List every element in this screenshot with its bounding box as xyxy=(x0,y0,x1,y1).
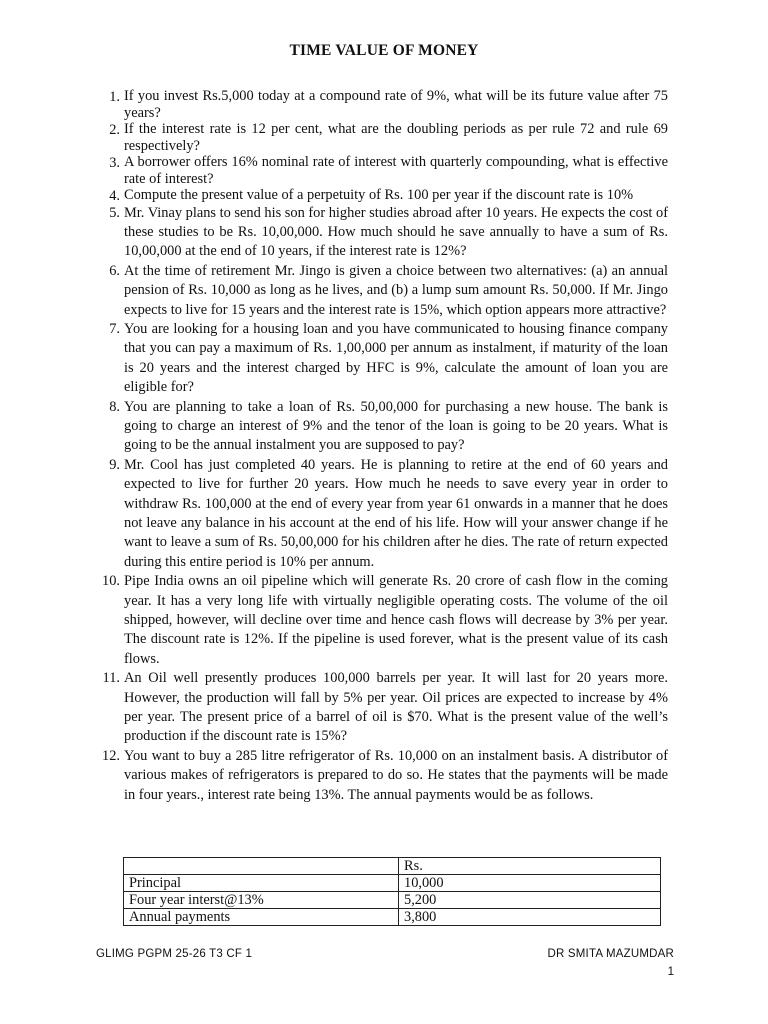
question-item xyxy=(96,187,668,204)
page-number: 1 xyxy=(667,966,674,978)
question-item xyxy=(96,456,668,572)
question-item xyxy=(96,669,668,747)
question-item xyxy=(96,262,668,320)
question-number: 4. xyxy=(109,188,120,204)
question-number: 5. xyxy=(109,204,120,221)
table-cell: Rs. xyxy=(399,858,661,875)
question-list xyxy=(96,88,668,805)
table-row xyxy=(124,892,661,909)
question-text: If you invest Rs.5,000 today at a compound rate of 9%, what will be its future value after 75 years? xyxy=(124,88,668,121)
question-text: Compute the present value of a perpetuity of Rs. 100 per year if the discount rate is 10% xyxy=(124,187,634,203)
question-number: 3. xyxy=(109,155,120,171)
question-item xyxy=(96,747,668,805)
footer-course-code: GLIMG PGPM 25-26 T3 CF 1 xyxy=(96,948,253,960)
question-item xyxy=(96,572,668,669)
table-cell xyxy=(124,858,399,875)
question-number: 8. xyxy=(109,398,120,415)
question-text: Mr. Cool has just completed 40 years. He is planning to retire at the end of 60 years and expected to live for further 20 years. How much he needs to save every year in order to withdraw Rs. 100,000 at the end of every year from year 61 onwards in a manner that he does not leave any balance in his account at the end of his life. How will your answer change if he want to leave a sum of Rs. 50,00,000 for his children after he dies. The rate of return expected during this entire period is 10% per annum. xyxy=(124,456,668,570)
table-row xyxy=(124,875,661,892)
table-cell: Four year interst@13% xyxy=(124,892,399,909)
question-number: 2. xyxy=(109,122,120,138)
question-item xyxy=(96,204,668,262)
question-number: 9. xyxy=(109,456,120,473)
question-text: A borrower offers 16% nominal rate of interest with quarterly compounding, what is effective rate of interest? xyxy=(124,154,668,187)
question-item xyxy=(96,154,668,187)
table-cell: 10,000 xyxy=(399,875,661,892)
question-number: 6. xyxy=(109,262,120,279)
table-cell: 3,800 xyxy=(399,909,661,926)
question-number: 1. xyxy=(109,89,120,105)
question-number: 10. xyxy=(102,573,120,590)
question-text: Mr. Vinay plans to send his son for higher studies abroad after 10 years. He expects the cost of these studies to be Rs. 10,00,000. How much should he save annually to have a sum of Rs. 10,00,000 at the end of 10 years, if the interest rate is 12%? xyxy=(124,204,668,260)
table-cell: Principal xyxy=(124,875,399,892)
question-text: You are planning to take a loan of Rs. 50,00,000 for purchasing a new house. The bank is going to charge an interest of 9% and the tenor of the loan is going to be 20 years. What is going to be the annual instalment you are supposed to pay? xyxy=(124,398,668,454)
question-text: An Oil well presently produces 100,000 barrels per year. It will last for 20 years more. However, the production will fall by 5% per year. Oil prices are expected to increase by 4% per year. The present price of a barrel of oil is $70. What is the present value of the well’s production if the discount rate is 15%? xyxy=(124,670,668,745)
table-row xyxy=(124,909,661,926)
footer-author: DR SMITA MAZUMDAR xyxy=(547,948,674,960)
question-text: At the time of retirement Mr. Jingo is given a choice between two alternatives: (a) an annual pension of Rs. 10,000 as long as he lives, and (b) a lump sum amount Rs. 50,000. If Mr. Jingo expects to live for 15 years and the interest rate is 15%, which option appears more attractive? xyxy=(124,262,668,318)
question-item xyxy=(96,398,668,456)
question-text: Pipe India owns an oil pipeline which will generate Rs. 20 crore of cash flow in the coming year. It has a very long life with virtually negligible operating costs. The volume of the oil shipped, however, will decline over time and hence cash flows will decrease by 3% per year. The discount rate is 12%. If the pipeline is used forever, what is the present value of its cash flows. xyxy=(124,573,668,667)
question-number: 7. xyxy=(109,320,120,337)
question-text: If the interest rate is 12 per cent, what are the doubling periods as per rule 72 and rule 69 respectively? xyxy=(124,121,668,154)
question-number: 11. xyxy=(102,670,120,687)
document-title: TIME VALUE OF MONEY xyxy=(289,42,479,59)
question-text: You want to buy a 285 litre refrigerator of Rs. 10,000 on an instalment basis. A distributor of various makes of refrigerators is prepared to do so. He states that the payments will be made in four years., interest rate being 13%. The annual payments would be as follows. xyxy=(124,747,668,803)
question-text: You are looking for a housing loan and you have communicated to housing finance company that you can pay a maximum of Rs. 1,00,000 per annum as instalment, if maturity of the loan is 20 years and the interest charged by HFC is 9%, calculate the amount of loan you are eligible for? xyxy=(124,320,668,396)
question-item xyxy=(96,88,668,121)
table-cell: Annual payments xyxy=(124,909,399,926)
question-item xyxy=(96,121,668,154)
payment-table xyxy=(123,857,661,926)
table-row xyxy=(124,858,661,875)
question-item xyxy=(96,320,668,398)
table-cell: 5,200 xyxy=(399,892,661,909)
question-number: 12. xyxy=(102,747,120,764)
